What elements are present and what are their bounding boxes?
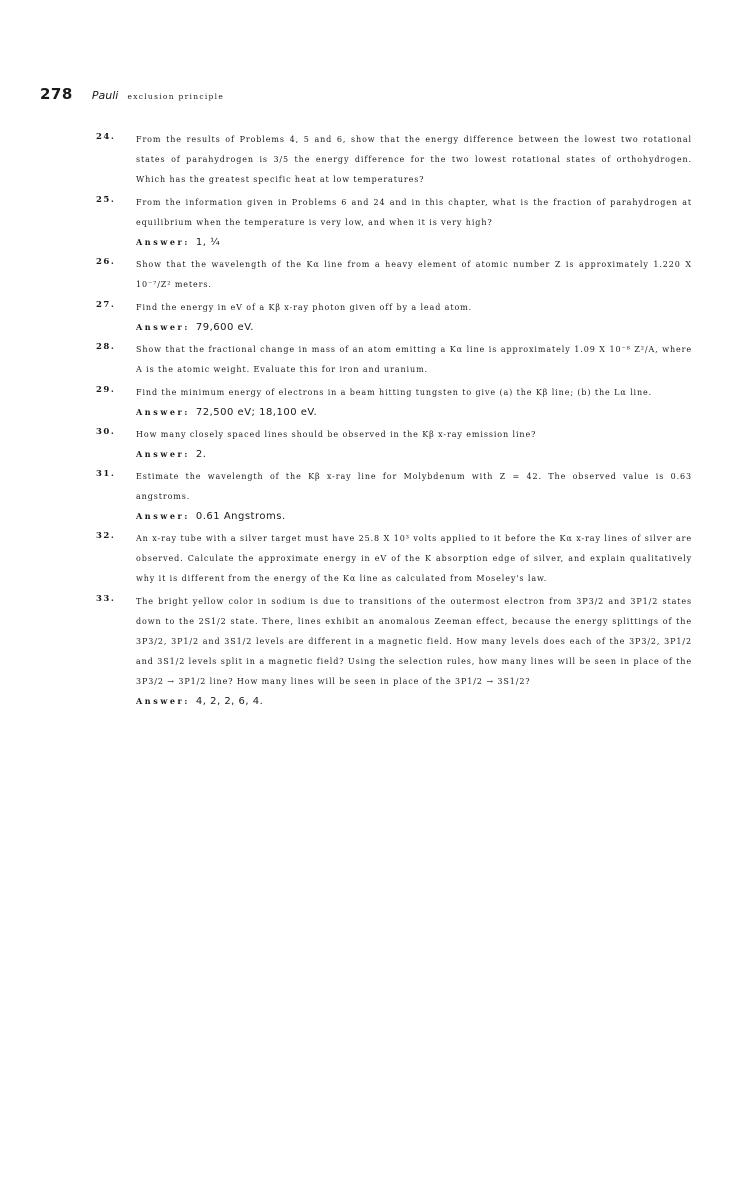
problem-29 xyxy=(96,383,692,422)
problem-32 xyxy=(96,529,692,589)
answer-line xyxy=(136,318,692,337)
answer-label: Answer: xyxy=(136,511,190,521)
problem-text: Find the energy in eV of a Kβ x-ray photon given off by a lead atom. xyxy=(136,303,473,312)
problem-25 xyxy=(96,193,692,252)
problem-text: How many closely spaced lines should be observed in the Kβ x-ray emission line? xyxy=(136,430,537,439)
problem-text: Show that the fractional change in mass of an atom emitting a Kα line is approximately 1.09 X 10⁻⁸ Z²/A, where A is the atomic weight. Evaluate this for iron and uranium. xyxy=(136,345,692,374)
problem-33 xyxy=(96,592,692,711)
problem-number: 29. xyxy=(96,385,116,395)
problem-text: Find the minimum energy of electrons in a beam hitting tungsten to give (a) the Kβ line; (b) the Lα line. xyxy=(136,388,653,397)
running-subtitle: exclusion principle xyxy=(127,92,225,101)
problem-number: 30. xyxy=(96,427,116,437)
problem-number: 33. xyxy=(96,594,116,604)
problem-list xyxy=(96,130,692,714)
problem-number: 32. xyxy=(96,531,116,541)
problem-31 xyxy=(96,467,692,526)
problem-number: 31. xyxy=(96,469,116,479)
problem-number: 24. xyxy=(96,132,116,142)
answer-label: Answer: xyxy=(136,322,190,332)
problem-text: From the results of Problems 4, 5 and 6, show that the energy difference between the lowest two rotational states of parahydrogen is 3/5 the energy difference for the two lowest rotational states of orthohydrogen. Which has the greatest specific heat at low temperatures? xyxy=(136,135,692,184)
problem-24 xyxy=(96,130,692,190)
problem-28 xyxy=(96,340,692,380)
problem-text: From the information given in Problems 6 and 24 and in this chapter, what is the fraction of parahydrogen at equilibrium when the temperature is very low, and when it is very high? xyxy=(136,198,692,227)
running-title: Pauli xyxy=(91,89,119,102)
problem-27 xyxy=(96,298,692,337)
problem-text: Show that the wavelength of the Kα line from a heavy element of atomic number Z is approximately 1.220 X 10⁻⁷/Z² meters. xyxy=(136,260,692,289)
problem-text: The bright yellow color in sodium is due to transitions of the outermost electron from 3P3/2 and 3P1/2 states down to the 2S1/2 state. There, lines exhibit an anomalous Zeeman effect, because the energy splittings of the 3P3/2, 3P1/2 and 3S1/2 levels are different in a magnetic field. How many levels does each of the 3P3/2, 3P1/2 and 3S1/2 levels split in a magnetic field? Using the selection rules, how many lines will be seen in place of the 3P3/2 → 3P1/2 line? How many lines will be seen in place of the 3P1/2 → 3S1/2? xyxy=(136,597,692,686)
answer-value: 1, ¼ xyxy=(195,237,221,248)
problem-number: 27. xyxy=(96,300,116,310)
problem-text: Estimate the wavelength of the Kβ x-ray line for Molybdenum with Z = 42. The observed value is 0.63 angstroms. xyxy=(136,472,692,501)
answer-label: Answer: xyxy=(136,237,190,247)
answer-label: Answer: xyxy=(136,407,190,417)
answer-value: 2. xyxy=(195,449,207,460)
answer-line xyxy=(136,403,692,422)
answer-value: 4, 2, 2, 6, 4. xyxy=(195,696,264,707)
answer-line xyxy=(136,507,692,526)
problem-number: 26. xyxy=(96,257,116,267)
answer-value: 0.61 Angstroms. xyxy=(195,511,286,522)
problem-30 xyxy=(96,425,692,464)
answer-value: 79,600 eV. xyxy=(195,322,254,333)
page-number: 278 xyxy=(40,85,73,103)
problem-number: 28. xyxy=(96,342,116,352)
answer-line xyxy=(136,445,692,464)
answer-label: Answer: xyxy=(136,696,190,706)
page-header xyxy=(40,84,224,104)
problem-number: 25. xyxy=(96,195,116,205)
answer-value: 72,500 eV; 18,100 eV. xyxy=(195,407,318,418)
problem-26 xyxy=(96,255,692,295)
answer-label: Answer: xyxy=(136,449,190,459)
answer-line xyxy=(136,233,692,252)
answer-line xyxy=(136,692,692,711)
problem-text: An x-ray tube with a silver target must have 25.8 X 10³ volts applied to it before the Kα x-ray lines of silver are observed. Calculate the approximate energy in eV of the K absorption edge of silver, and explain qualitatively why it is different from the energy of the Kα line as calculated from Moseley's law. xyxy=(136,534,692,583)
